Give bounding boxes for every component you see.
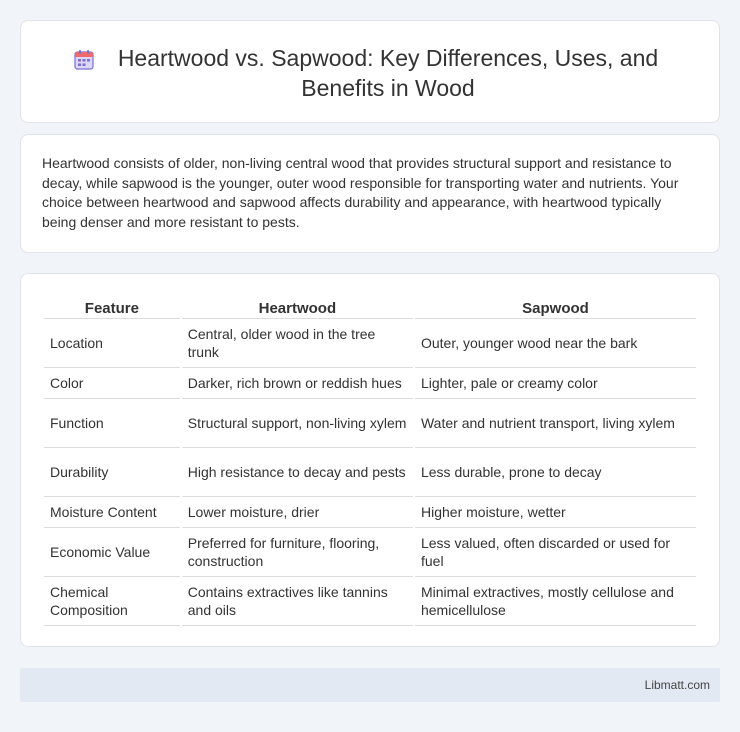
- row-feature-cell: Location: [44, 319, 180, 368]
- table-row: [44, 528, 696, 577]
- row-feature-cell: Function: [44, 399, 180, 448]
- row-sapwood-cell: Outer, younger wood near the bark: [415, 319, 696, 368]
- intro-card: [20, 134, 720, 253]
- table-row: [44, 319, 696, 368]
- footer: [20, 668, 720, 702]
- row-heartwood-cell: High resistance to decay and pests: [182, 448, 413, 497]
- row-sapwood-cell: Minimal extractives, mostly cellulose and hemicellulose: [415, 577, 696, 626]
- row-feature-cell: Economic Value: [44, 528, 180, 577]
- page-title: Heartwood vs. Sapwood: Key Differences, Uses, and Benefits in Wood: [117, 45, 659, 101]
- row-sapwood-cell: Less durable, prone to decay: [415, 448, 696, 497]
- row-heartwood-cell: Preferred for furniture, flooring, construction: [182, 528, 413, 577]
- footer-brand[interactable]: Libmatt.com: [644, 678, 710, 692]
- row-sapwood-cell: Water and nutrient transport, living xylem: [415, 399, 696, 448]
- table-row: [44, 497, 696, 528]
- row-heartwood-cell: Darker, rich brown or reddish hues: [182, 368, 413, 399]
- row-heartwood-cell: Structural support, non-living xylem: [182, 399, 413, 448]
- row-feature-cell: Durability: [44, 448, 180, 497]
- table-header-row: [44, 295, 696, 319]
- table-row: [44, 399, 696, 448]
- header-feature: Feature: [44, 295, 180, 319]
- table-row: [44, 577, 696, 626]
- row-sapwood-cell: Less valued, often discarded or used for fuel: [415, 528, 696, 577]
- row-feature-cell: Moisture Content: [44, 497, 180, 528]
- title-card: [20, 20, 720, 123]
- table-row: [44, 448, 696, 497]
- header-sapwood: Sapwood: [415, 295, 696, 319]
- row-sapwood-cell: Higher moisture, wetter: [415, 497, 696, 528]
- row-sapwood-cell: Lighter, pale or creamy color: [415, 368, 696, 399]
- intro-paragraph: Heartwood consists of older, non-living central wood that provides structural support and resistance to decay, while sapwood is the younger, outer wood responsible for transporting water and nutrients. Your choice between heartwood and sapwood affects durability and appearance, with heartwood typically being denser and more resistant to pests.: [42, 155, 679, 230]
- header-heartwood: Heartwood: [182, 295, 413, 319]
- row-feature-cell: Chemical Composition: [44, 577, 180, 626]
- row-heartwood-cell: Lower moisture, drier: [182, 497, 413, 528]
- comparison-card: [20, 273, 720, 647]
- table-row: [44, 368, 696, 399]
- row-heartwood-cell: Contains extractives like tannins and oils: [182, 577, 413, 626]
- row-heartwood-cell: Central, older wood in the tree trunk: [182, 319, 413, 368]
- row-feature-cell: Color: [44, 368, 180, 399]
- comparison-table: [42, 295, 698, 626]
